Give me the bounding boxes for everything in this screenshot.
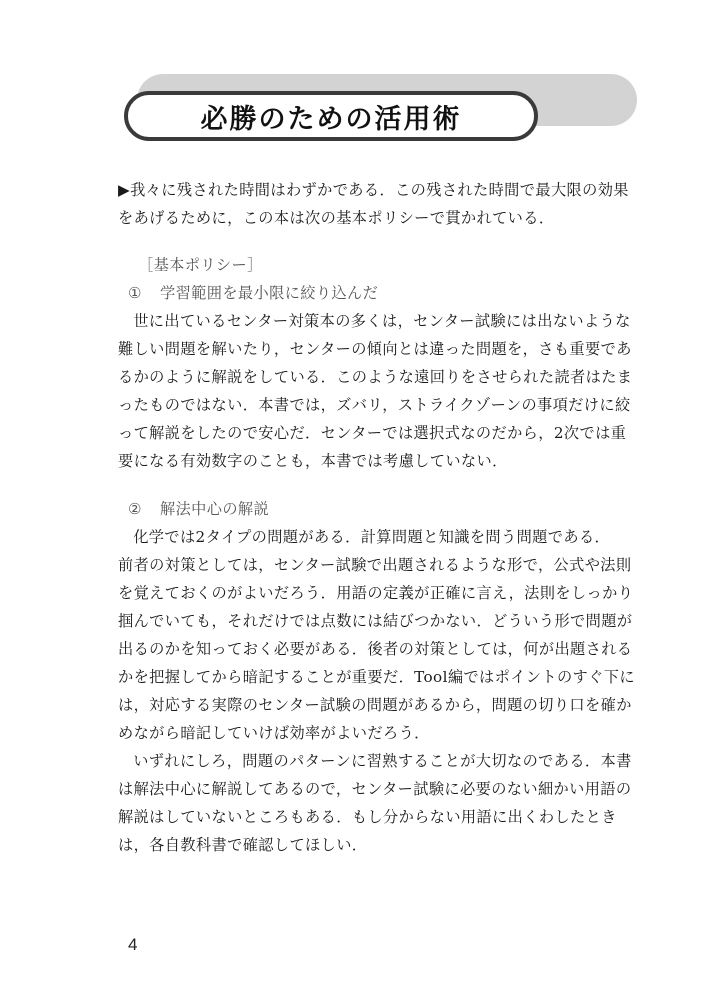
section-paragraph: 世に出ているセンター対策本の多くは，センター試験には出ないような難しい問題を解いたり，センターの傾向とは違った問題を，さも重要であるかのように解説をしている．このような遠回りをさせられた読者はたまったものではない．本書では，ズバリ，ストライクゾーンの事項だけに絞って解説をしたので安心だ．センターでは選択式なのだから，2次では重要になる有効数字のことも，本書では考慮していない． — [118, 312, 633, 470]
section-number: ② — [128, 500, 143, 518]
intro-paragraph: ▶我々に残された時間はわずかである．この残された時間で最大限の効果をあげるために，この本は次の基本ポリシーで貫かれている． — [118, 181, 629, 227]
section-paragraph: いずれにしろ，問題のパターンに習熟することが大切なのである．本書は解法中心に解説してあるので，センター試験に必要のない細かい用語の解説はしていないところもある．もし分からない用語に出くわしたときは，各自教科書で確認してほしい． — [118, 752, 632, 854]
page-number: 4 — [128, 935, 138, 954]
section-heading-text: 学習範囲を最小限に絞り込んだ — [160, 284, 379, 302]
section-number: ① — [128, 284, 143, 302]
policy-label: ［基本ポリシー］ — [138, 256, 263, 274]
body-text — [118, 176, 640, 859]
section-paragraph: 化学では2タイプの問題がある．計算問題と知識を問う問題である． — [133, 528, 611, 546]
page-title: 必勝のための活用術 — [200, 103, 462, 135]
title-banner — [124, 91, 538, 141]
section-heading — [118, 495, 640, 523]
section-paragraph: 前者の対策としては，センター試験で出題されるような形で，公式や法則を覚えておくのがよいだろう．用語の定義が正確に言え，法則をしっかり掴んでいても，それだけでは点数には結びつかない．どういう形で問題が出るのかを知っておく必要がある．後者の対策としては，何が出題されるかを把握してから暗記することが重要だ．Tool編ではポイントのすぐ下には，対応する実際のセンター試験の問題があるから，問題の切り口を確かめながら暗記していけば効率がよいだろう． — [118, 556, 635, 742]
section-heading — [118, 279, 640, 307]
section-heading-text: 解法中心の解説 — [160, 500, 270, 518]
